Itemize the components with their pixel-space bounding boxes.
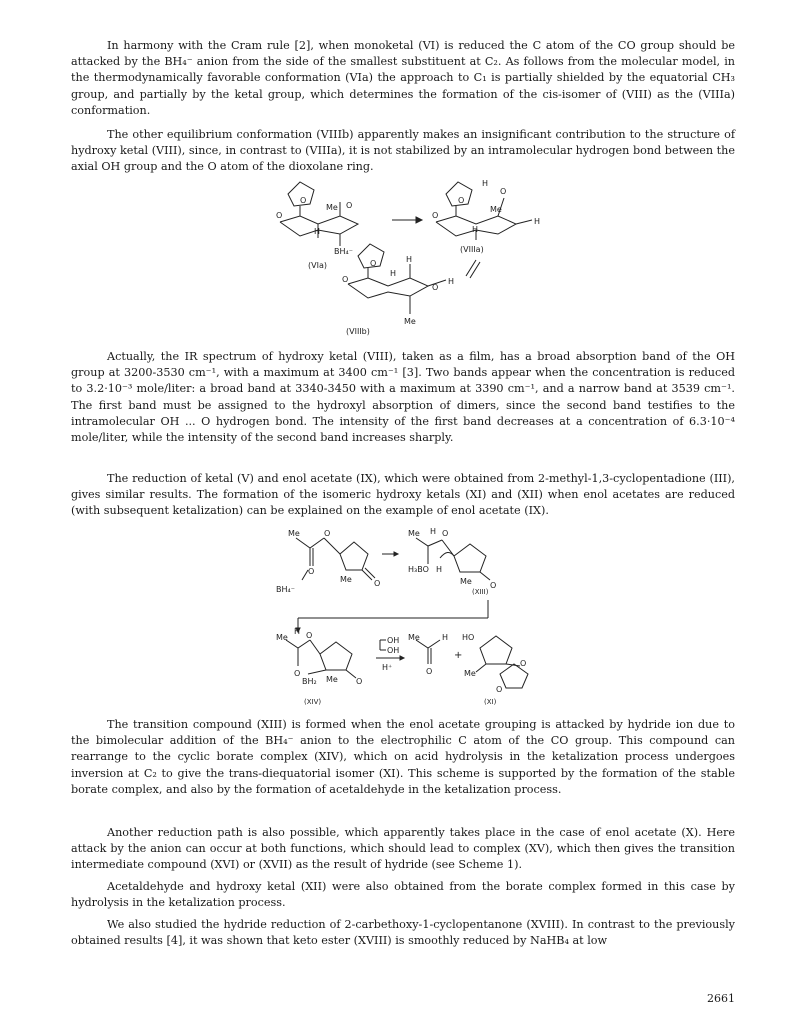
viiia-label: (VIIIa) (460, 245, 484, 254)
ix-co-o: O (308, 567, 315, 576)
viiib-h: H (406, 255, 413, 264)
ix-keto-o: O (374, 579, 381, 588)
paragraph-8: We also studied the hydride reduction of 2-carbethoxy-1-cyclopentanone (XVIII). In contrast to the previously obtained results [4], it was shown that keto ester (XVIII) is smoothly reduced by NaHB₄ at low (71, 918, 735, 948)
paragraph-1: In harmony with the Cram rule [2], when monoketal (VI) is reduced the C atom of the CO group should be attacked by the BH₄⁻ anion from the side of the smallest substituent at C₂. As follows from the molecular model, in the thermodynamically favorable conformation (VIa) the approach to C₁ is partially shielded by the equatorial CH₃ group, and partially by the ketal group, which determines the formation of the cis-isomer of (VIII) as the (VIIIa) conformation. (71, 39, 735, 117)
ix-me2: Me (340, 575, 352, 584)
viiia-me: Me (490, 205, 502, 214)
figure-1-conformations (270, 172, 560, 342)
xiii-o: O (442, 529, 449, 538)
xiv-bh2: BH₂ (302, 677, 317, 686)
via-keto-o: O (346, 201, 353, 210)
reagent-hplus: H⁺ (382, 663, 393, 672)
xiii-me: Me (408, 529, 420, 538)
xiv-label: (XIV) (304, 698, 322, 706)
xiv-me: Me (276, 633, 288, 642)
viiia-h-bond: H (482, 179, 489, 188)
xi-me: Me (464, 669, 476, 678)
viiib-o: O (370, 259, 377, 268)
via-ring-o: O (276, 211, 283, 220)
xiv-o2: O (294, 669, 301, 678)
xiv-o: O (306, 631, 313, 640)
xi-o1: O (520, 659, 527, 668)
via-ketal-o: O (300, 196, 307, 205)
xiii-h: H (430, 527, 437, 536)
paragraph-7: Acetaldehyde and hydroxy ketal (XII) were also obtained from the borate complex formed in this case by hydrolysis in the ketalization process. (71, 880, 735, 910)
viiib-h2: H (390, 269, 397, 278)
paragraph-6: Another reduction path is also possible, which apparently takes place in the case of enol acetate (X). Here attack by the anion can occur at both functions, which should lead to complex (XV), which then gives the transition intermediate compound (XVI) or (XVII) as the result of hydride (see Scheme 1). (71, 826, 735, 872)
paragraph-3: Actually, the IR spectrum of hydroxy ketal (VIII), taken as a film, has a broad absorption band of the OH group at 3200-3530 cm⁻¹, with a maximum at 3400 cm⁻¹ [3]. Two bands appear when the concentration is reduced to 3.2·10⁻³ mole/liter: a broad band at 3340-3450 with a maximum at 3390 cm⁻¹, and a narrow band at 3539 cm⁻¹. The first band must be assigned to the hydroxyl absorption of dimers, since the second band testifies to the intramolecular OH ... O hydrogen bond. The intensity of the first band decreases at a concentration of 6.3·10⁻⁴ mole/liter, while the intensity of the second band increases sharply. (71, 350, 735, 445)
viiia-h2: H (472, 225, 479, 234)
reagent-oh1: OH (387, 636, 400, 645)
plus-sign: + (454, 650, 463, 661)
paragraph-4: The reduction of ketal (V) and enol acetate (IX), which were obtained from 2-methyl-1,3-cyclopentadione (III), gives similar results. The formation of the isomeric hydroxy ketals (XI) and (XII) when enol acetates are reduced (with subsequent ketalization) can be explained on the example of enol acetate (IX). (71, 472, 735, 518)
paragraph-2: The other equilibrium conformation (VIIIb) apparently makes an insignificant contribution to the structure of hydroxy ketal (VIII), since, in contrast to (VIIIa), it is not stabilized by an intramolecular hydrogen bond between the axial OH group and the O atom of the dioxolane ring. (71, 128, 735, 174)
ix-o: O (324, 529, 331, 538)
xi-ho: HO (462, 633, 475, 642)
viiib-me: Me (404, 317, 416, 326)
xi-label: (XI) (484, 698, 497, 706)
xi-o2: O (496, 685, 503, 694)
acetaldehyde-me: Me (408, 633, 420, 642)
acetaldehyde-h: H (442, 633, 449, 642)
xiv-h: H (294, 627, 301, 636)
xiii-h3bo: H₃BO (408, 565, 429, 574)
viiib-o-h: O (432, 283, 439, 292)
viiia-h: H (534, 217, 541, 226)
viiia-ring-o: O (432, 211, 439, 220)
viiib-ring-o: O (342, 275, 349, 284)
ix-me: Me (288, 529, 300, 538)
figure-2-scheme (258, 524, 548, 714)
xiii-keto-o: O (490, 581, 497, 590)
xiii-label: (XIII) (472, 588, 489, 596)
reagent-oh2: OH (387, 646, 400, 655)
page-number: 2661 (707, 992, 735, 1005)
viiia-o: O (458, 196, 465, 205)
viiib-label: (VIIIb) (346, 327, 370, 336)
via-h: H (314, 227, 321, 236)
viiia-oh-o: O (500, 187, 507, 196)
xiii-h2: H (436, 565, 443, 574)
viiib-h3: H (448, 277, 455, 286)
via-bh4: BH₄⁻ (334, 247, 353, 256)
xiii-me2: Me (460, 577, 472, 586)
xiv-keto-o: O (356, 677, 363, 686)
paragraph-5: The transition compound (XIII) is formed when the enol acetate grouping is attacked by hydride ion due to the bimolecular addition of the BH₄⁻ anion to the electrophilic C atom of the CO group. This compound can rearrange to the cyclic borate complex (XIV), which on acid hydrolysis in the ketalization process undergoes inversion at C₂ to give the trans-diequatorial isomer (XI). This scheme is supported by the formation of the stable borate complex, and also by the formation of acetaldehyde in the ketalization process. (71, 718, 735, 796)
via-label: (VIa) (308, 261, 327, 270)
acetaldehyde-o: O (426, 667, 433, 676)
xiv-me2: Me (326, 675, 338, 684)
ix-bh4: BH₄⁻ (276, 585, 295, 594)
via-me: Me (326, 203, 338, 212)
